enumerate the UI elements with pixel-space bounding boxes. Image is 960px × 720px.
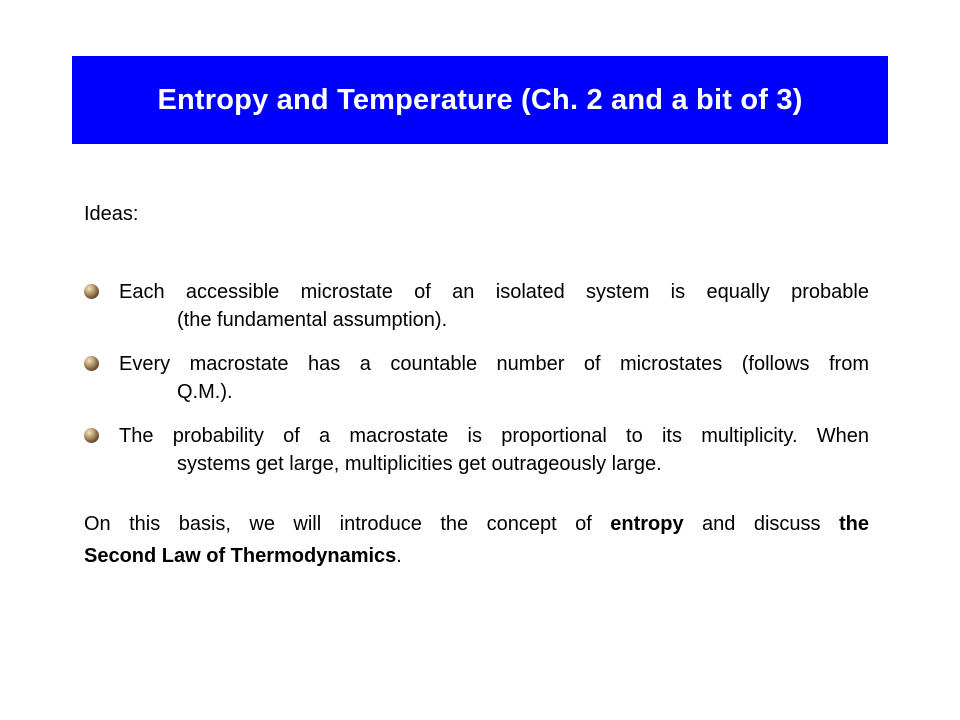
second-law-term-start: the bbox=[838, 513, 869, 535]
closing-paragraph bbox=[84, 508, 869, 572]
closing-period: . bbox=[396, 545, 402, 567]
bullet-line-continued: (the fundamental assumption). bbox=[177, 309, 448, 331]
title-bar bbox=[72, 56, 888, 144]
bronze-ball-bullet-icon bbox=[84, 284, 99, 299]
bullet-list bbox=[84, 278, 869, 494]
bronze-ball-bullet-icon bbox=[84, 428, 99, 443]
closing-text: On this basis, we will introduce the concept of bbox=[84, 513, 611, 535]
bullet-line: Every macrostate has a countable number of microstates (follows from bbox=[119, 353, 869, 375]
slide-title: Entropy and Temperature (Ch. 2 and a bit of 3) bbox=[157, 83, 803, 116]
bullet-line-continued: Q.M.). bbox=[177, 381, 233, 403]
closing-line-1 bbox=[84, 508, 869, 540]
bullet-line: The probability of a macrostate is proportional to its multiplicity. When bbox=[119, 425, 869, 447]
bullet-line: Each accessible microstate of an isolated system is equally probable bbox=[119, 281, 869, 303]
ideas-label: Ideas: bbox=[84, 203, 139, 225]
bullet-line-continued: systems get large, multiplicities get outrageously large. bbox=[177, 453, 662, 475]
bronze-ball-bullet-icon bbox=[84, 356, 99, 371]
second-law-term: Second Law of Thermodynamics bbox=[84, 545, 397, 567]
bullet-item bbox=[84, 350, 869, 406]
bullet-item bbox=[84, 422, 869, 478]
closing-line-2 bbox=[84, 540, 869, 572]
closing-text: and discuss bbox=[683, 513, 839, 535]
bullet-item bbox=[84, 278, 869, 334]
entropy-term: entropy bbox=[610, 513, 684, 535]
